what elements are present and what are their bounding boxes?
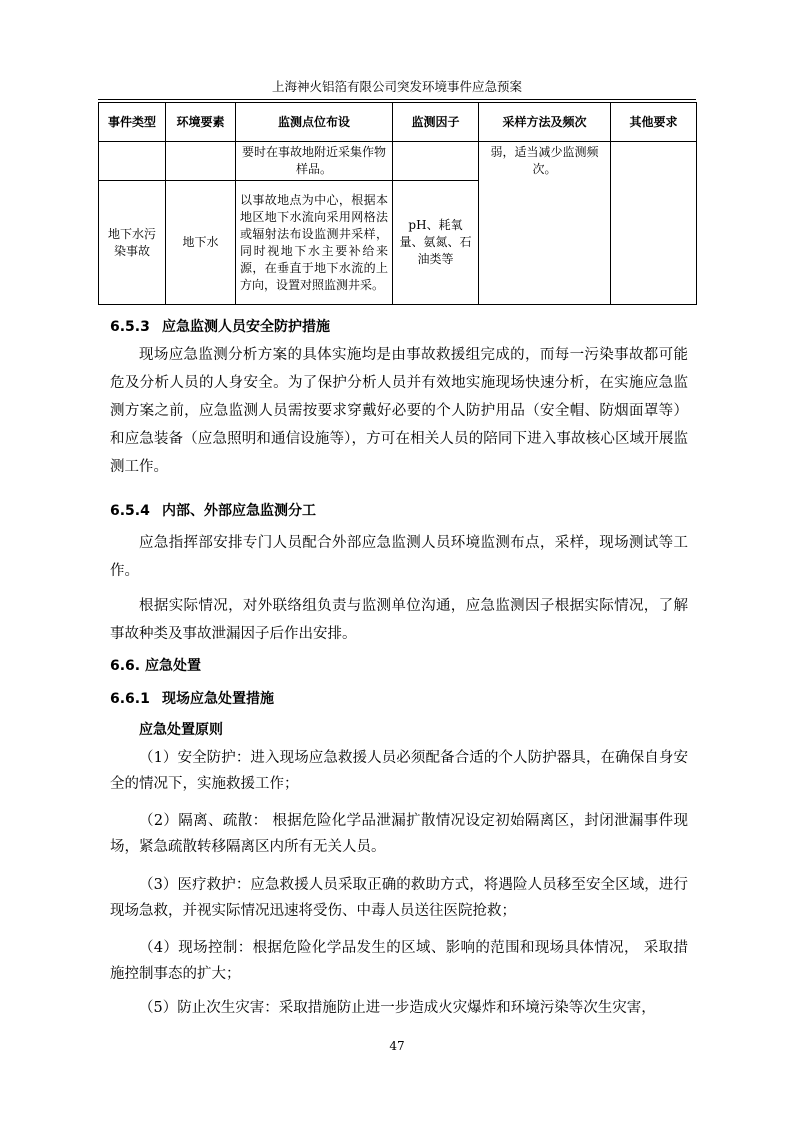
section-title: 现场应急处置措施 [162, 691, 274, 707]
list-item: （2）隔离、疏散： 根据危险化学品泄漏扩散情况设定初始隔离区，封闭泄漏事件现场，紧急疏散转移隔离区内所有无关人员。 [110, 813, 688, 855]
column-header: 环境要素 [166, 103, 236, 142]
header-title: 上海神火铝箔有限公司突发环境事件应急预案 [271, 79, 522, 94]
column-header: 其他要求 [611, 103, 697, 142]
subsection-title: 应急处置原则 [139, 722, 223, 738]
table-cell: 以事故地点为中心，根据本地区地下水流向采用网格法或辐射法布设监测井采样，同时视地下水主要补给来源，在垂直于地下水流的上方向，设置对照监测井采。 [236, 181, 393, 305]
table-cell [99, 142, 166, 181]
section-title: 内部、外部应急监测分工 [162, 503, 316, 519]
table-header-row [99, 103, 697, 142]
column-header: 采样方法及频次 [479, 103, 611, 142]
column-header: 监测因子 [393, 103, 479, 142]
table-cell [166, 142, 236, 181]
paragraph: 根据实际情况，对外联络组负责与监测单位沟通，应急监测因子根据实际情况，了解事故种类及事故泄漏因子后作出安排。 [110, 598, 688, 642]
list-item: （4）现场控制：根据危险化学品发生的区域、影响的范围和现场具体情况， 采取措施控制事态的扩大； [110, 940, 688, 982]
list-item: （3）医疗救护：应急救援人员采取正确的救助方式，将遇险人员移至安全区域，进行现场急救，并视实际情况迅速将受伤、中毒人员送往医院抢救； [110, 877, 688, 919]
list-item: （1）安全防护：进入现场应急救援人员必须配备合适的个人防护器具，在确保自身安全的情况下，实施救援工作； [110, 750, 688, 792]
table-cell [611, 142, 697, 305]
page-number: 47 [389, 1039, 405, 1053]
section-heading [110, 500, 316, 520]
table-cell: 要时在事故地附近采集作物样品。 [236, 142, 393, 181]
table-cell: 地下水污染事故 [99, 181, 166, 305]
column-header: 监测点位布设 [236, 103, 393, 142]
section-number: 6.5.4 [110, 503, 150, 519]
paragraph: 应急指挥部安排专门人员配合外部应急监测人员环境监测布点，采样，现场测试等工作。 [110, 535, 688, 579]
table-cell: 弱，适当减少监测频次。 [479, 142, 611, 305]
section-title: 应急监测人员安全防护措施 [162, 319, 330, 335]
section-heading [110, 688, 274, 708]
section-heading [110, 316, 330, 336]
section-number: 6.6.1 [110, 691, 150, 707]
column-header: 事件类型 [99, 103, 166, 142]
table-cell: pH、耗氧量、氨氮、石油类等 [393, 181, 479, 305]
section-number: 6.5.3 [110, 319, 150, 335]
section-heading: 6.6. 应急处置 [110, 658, 201, 674]
table-cell: 地下水 [166, 181, 236, 305]
monitoring-table [98, 102, 697, 305]
header-rule [98, 99, 696, 100]
table-cell [393, 142, 479, 181]
table-row [99, 142, 697, 181]
paragraph: 现场应急监测分析方案的具体实施均是由事故救援组完成的，而每一污染事故都可能危及分析人员的人身安全。为了保护分析人员并有效地实施现场快速分析，在实施应急监测方案之前，应急监测人员需按要求穿戴好必要的个人防护用品（安全帽、防烟面罩等）和应急装备（应急照明和通信设施等），方可在相关人员的陪同下进入事故核心区域开展监测工作。 [110, 347, 688, 475]
list-item: （5）防止次生灾害：采取措施防止进一步造成火灾爆炸和环境污染等次生灾害， [139, 1000, 656, 1016]
